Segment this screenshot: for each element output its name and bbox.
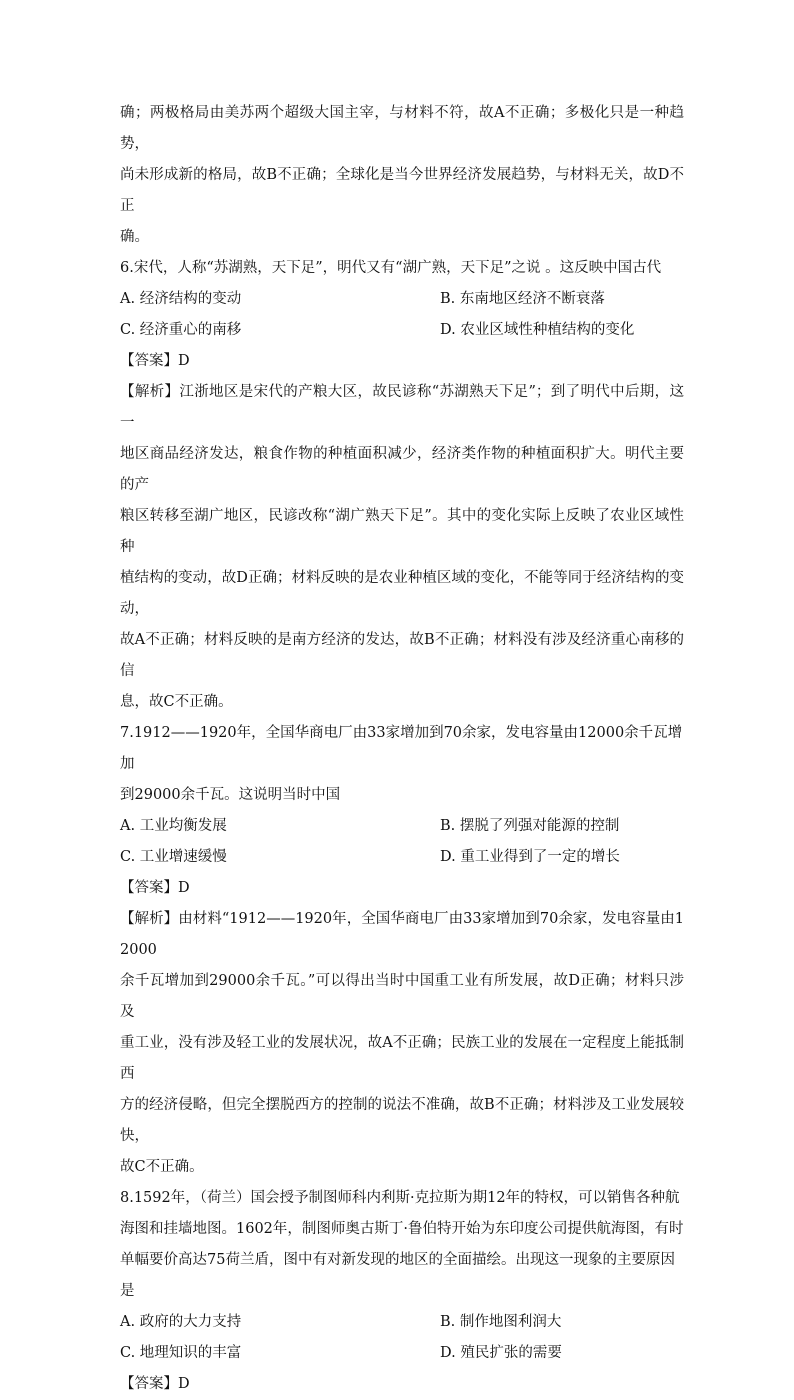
intro-line: 确。 — [120, 229, 149, 245]
question-6-options — [120, 284, 684, 346]
question-6-stem: 6.宋代，人称“苏湖熟，天下足”，明代又有“湖广熟，天下足”之说 。这反映中国古代 — [120, 260, 662, 276]
question-7-options — [120, 811, 684, 873]
question-8-option-a: A. 政府的大力支持 — [120, 1314, 242, 1330]
question-7-option-d: D. 重工业得到了一定的增长 — [440, 849, 620, 865]
intro-line: 确；两极格局由美苏两个超级大国主宰，与材料不符，故A不正确；多极化只是一种趋势， — [120, 105, 684, 152]
analysis-line: 【解析】江浙地区是宋代的产粮大区，故民谚称“苏湖熟天下足”；到了明代中后期，这一 — [120, 384, 684, 431]
analysis-line: 重工业，没有涉及轻工业的发展状况，故A不正确；民族工业的发展在一定程度上能抵制西 — [120, 1035, 684, 1082]
question-8 — [120, 1183, 684, 1400]
intro-paragraph — [120, 98, 684, 253]
question-7-stem-line: 到29000余千瓦。这说明当时中国 — [120, 787, 341, 803]
question-8-stem-line: 8.1592年，（荷兰）国会授予制图师科内利斯·克拉斯为期12年的特权，可以销售各种航 — [120, 1190, 680, 1206]
question-6-option-a: A. 经济结构的变动 — [120, 291, 242, 307]
question-8-option-d: D. 殖民扩张的需要 — [440, 1345, 562, 1361]
question-6-option-b: B. 东南地区经济不断衰落 — [440, 291, 605, 307]
question-6-option-c: C. 经济重心的南移 — [120, 322, 242, 338]
question-6-analysis — [120, 377, 684, 718]
question-8-option-b: B. 制作地图利润大 — [440, 1314, 562, 1330]
analysis-line: 方的经济侵略，但完全摆脱西方的控制的说法不准确，故B不正确；材料涉及工业发展较快， — [120, 1097, 684, 1144]
question-6-option-d: D. 农业区域性种植结构的变化 — [440, 322, 635, 338]
question-8-options — [120, 1307, 684, 1369]
question-7-answer: 【答案】D — [120, 880, 190, 896]
analysis-line: 息，故C不正确。 — [120, 694, 233, 710]
analysis-line: 余千瓦增加到29000余千瓦。”可以得出当时中国重工业有所发展，故D正确；材料只涉及 — [120, 973, 684, 1020]
analysis-line: 植结构的变动，故D正确；材料反映的是农业种植区域的变化，不能等同于经济结构的变动， — [120, 570, 684, 617]
analysis-line: 粮区转移至湖广地区，民谚改称“湖广熟天下足”。其中的变化实际上反映了农业区域性种 — [120, 508, 684, 555]
question-6 — [120, 253, 684, 718]
question-7-analysis — [120, 904, 684, 1183]
question-7-stem-line: 7.1912——1920年，全国华商电厂由33家增加到70余家，发电容量由12000余千瓦增加 — [120, 725, 683, 772]
question-6-answer: 【答案】D — [120, 353, 190, 369]
question-7-option-c: C. 工业增速缓慢 — [120, 849, 227, 865]
question-8-answer: 【答案】D — [120, 1376, 190, 1392]
analysis-line: 故C不正确。 — [120, 1159, 204, 1175]
intro-line: 尚未形成新的格局，故B不正确；全球化是当今世界经济发展趋势，与材料无关，故D不正 — [120, 167, 684, 214]
question-8-stem-line: 单幅要价高达75荷兰盾，图中有对新发现的地区的全面描绘。出现这一现象的主要原因是 — [120, 1252, 675, 1299]
question-7 — [120, 718, 684, 1183]
question-7-option-a: A. 工业均衡发展 — [120, 818, 227, 834]
analysis-line: 【解析】由材料“1912——1920年，全国华商电厂由33家增加到70余家，发电容量由12000 — [120, 911, 684, 958]
question-7-option-b: B. 摆脱了列强对能源的控制 — [440, 818, 620, 834]
question-8-stem-line: 海图和挂墙地图。1602年，制图师奥古斯丁·鲁伯特开始为东印度公司提供航海图，有时 — [120, 1221, 684, 1237]
analysis-line: 地区商品经济发达，粮食作物的种植面积减少，经济类作物的种植面积扩大。明代主要的产 — [120, 446, 684, 493]
analysis-line: 故A不正确；材料反映的是南方经济的发达，故B不正确；材料没有涉及经济重心南移的信 — [120, 632, 684, 679]
question-8-option-c: C. 地理知识的丰富 — [120, 1345, 242, 1361]
